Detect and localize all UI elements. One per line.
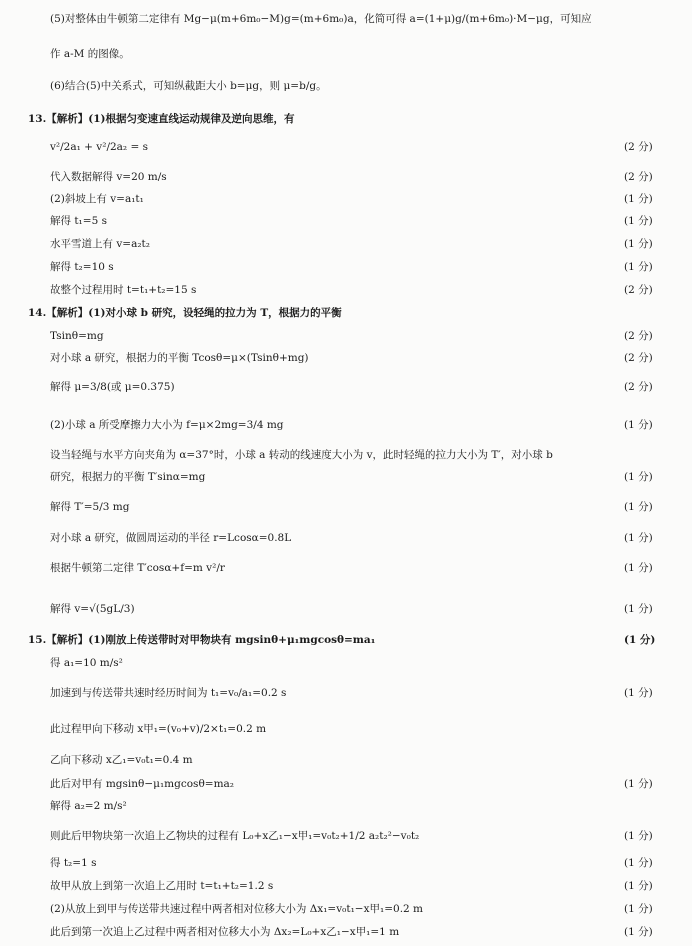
score-label: (1 分) xyxy=(624,501,653,513)
score-label: (1 分) xyxy=(624,830,653,842)
score-label: (1 分) xyxy=(624,603,653,615)
line-text: (2)从放上到甲与传送带共速过程中两者相对位移大小为 Δx₁=v₀t₁−x甲₁=0.2 m xyxy=(50,903,424,915)
score-label: (2 分) xyxy=(624,381,653,393)
score-label: (1 分) xyxy=(624,532,653,544)
line-text: 13.【解析】(1)根据匀变速直线运动规律及逆向思维，有 xyxy=(28,113,295,125)
score-label: (1 分) xyxy=(624,778,653,790)
line-text: 解得 t₁=5 s xyxy=(50,215,107,227)
line-text: 设当轻绳与水平方向夹角为 α=37°时，小球 a 转动的线速度大小为 v，此时轻绳的拉力大小为 T′，对小球 b xyxy=(50,449,553,461)
line-text: v²/2a₁ + v²/2a₂ = s xyxy=(50,141,148,153)
score-label: (1 分) xyxy=(624,261,653,273)
score-label: (1 分) xyxy=(624,634,656,646)
line-text: 得 t₂=1 s xyxy=(50,857,97,869)
line-text: 根据牛顿第二定律 T′cosα+f=m v²/r xyxy=(50,562,225,574)
line-text: 解得 T′=5/3 mg xyxy=(50,501,130,513)
line-text: 15.【解析】(1)刚放上传送带时对甲物块有 mgsinθ+μ₁mgcosθ=ma₁ xyxy=(28,634,376,646)
score-label: (2 分) xyxy=(624,171,653,183)
line-text: 得 a₁=10 m/s² xyxy=(50,657,123,669)
score-label: (1 分) xyxy=(624,903,653,915)
score-label: (1 分) xyxy=(624,419,653,431)
line-text: 故甲从放上到第一次追上乙用时 t=t₁+t₂=1.2 s xyxy=(50,880,274,892)
score-label: (1 分) xyxy=(624,471,653,483)
line-text: (5)对整体由牛顿第二定律有 Mg−μ(m+6m₀−M)g=(m+6m₀)a，化简可得 a=(1+μ)g/(m+6m₀)·M−μg，可知应 xyxy=(50,13,592,25)
line-text: 故整个过程用时 t=t₁+t₂=15 s xyxy=(50,284,197,296)
line-text: 水平雪道上有 v=a₂t₂ xyxy=(50,238,150,250)
score-label: (2 分) xyxy=(624,352,653,364)
line-text: 对小球 a 研究，根据力的平衡 Tcosθ=μ×(Tsinθ+mg) xyxy=(50,352,309,364)
line-text: 对小球 a 研究，做圆周运动的半径 r=Lcosα=0.8L xyxy=(50,532,292,544)
line-text: 解得 a₂=2 m/s² xyxy=(50,800,127,812)
score-label: (1 分) xyxy=(624,687,653,699)
score-label: (1 分) xyxy=(624,562,653,574)
score-label: (1 分) xyxy=(624,926,653,938)
line-text: 作 a-M 的图像。 xyxy=(50,48,130,60)
score-label: (1 分) xyxy=(624,880,653,892)
line-text: 解得 v=√(5gL/3) xyxy=(50,603,135,615)
line-text: (6)结合(5)中关系式，可知纵截距大小 b=μg，则 μ=b/g。 xyxy=(50,80,327,92)
line-text: Tsinθ=mg xyxy=(50,330,104,342)
score-label: (1 分) xyxy=(624,238,653,250)
line-text: 14.【解析】(1)对小球 b 研究，设轻绳的拉力为 T，根据力的平衡 xyxy=(28,307,342,319)
line-text: 解得 μ=3/8(或 μ=0.375) xyxy=(50,381,175,393)
line-text: 研究，根据力的平衡 T′sinα=mg xyxy=(50,471,206,483)
score-label: (2 分) xyxy=(624,330,653,342)
line-text: 则此后甲物块第一次追上乙物块的过程有 L₀+x乙₁−x甲₁=v₀t₂+1/2 a₂t₂²−v₀t₂ xyxy=(50,830,420,842)
line-text: 此后对甲有 mgsinθ−μ₁mgcosθ=ma₂ xyxy=(50,778,234,790)
line-text: 此过程甲向下移动 x甲₁=(v₀+v)/2×t₁=0.2 m xyxy=(50,723,267,735)
score-label: (1 分) xyxy=(624,857,653,869)
score-label: (1 分) xyxy=(624,215,653,227)
score-label: (2 分) xyxy=(624,141,653,153)
line-text: 代入数据解得 v=20 m/s xyxy=(50,171,167,183)
line-text: 乙向下移动 x乙₁=v₀t₁=0.4 m xyxy=(50,754,193,766)
line-text: 加速到与传送带共速时经历时间为 t₁=v₀/a₁=0.2 s xyxy=(50,687,287,699)
score-label: (2 分) xyxy=(624,284,653,296)
line-text: 此后到第一次追上乙过程中两者相对位移大小为 Δx₂=L₀+x乙₁−x甲₁=1 m xyxy=(50,926,400,938)
score-label: (1 分) xyxy=(624,193,653,205)
line-text: (2)小球 a 所受摩擦力大小为 f=μ×2mg=3/4 mg xyxy=(50,419,284,431)
line-text: 解得 t₂=10 s xyxy=(50,261,114,273)
line-text: (2)斜坡上有 v=a₁t₁ xyxy=(50,193,144,205)
